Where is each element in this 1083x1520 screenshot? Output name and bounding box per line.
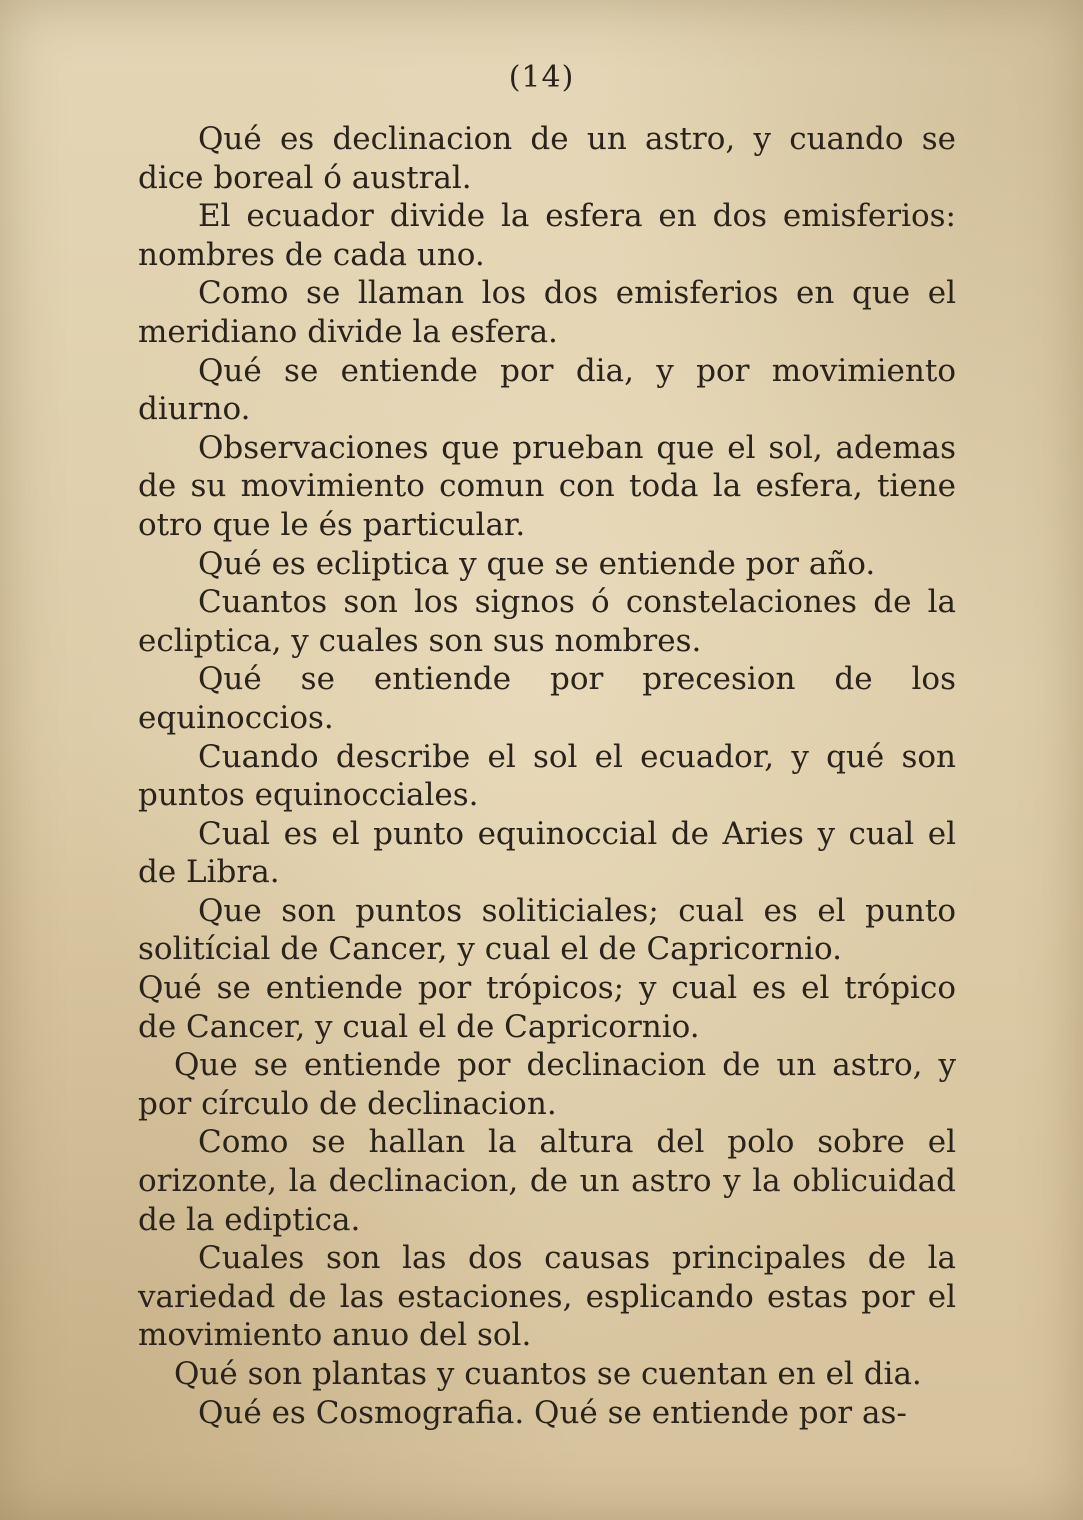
question-entry-14: Como se hallan la altura del polo sobre el orizonte, la declinacion, de un astro y la oblicuidad de la ediptica. xyxy=(138,1124,956,1238)
question-entry-3: Como se llaman los dos emisferios en que el meridiano divide la esfera. xyxy=(138,275,956,350)
question-entry-2: El ecuador divide la esfera en dos emisferios: nombres de cada uno. xyxy=(138,198,956,273)
question-entry-8: Qué se entiende por precesion de los equinoccios. xyxy=(138,661,956,736)
question-entry-16: Qué son plantas y cuantos se cuentan en el dia. xyxy=(174,1356,922,1392)
question-entry-1: Qué es declinacion de un astro, y cuando se dice boreal ó austral. xyxy=(138,121,956,196)
question-entry-11: Que son puntos soliticiales; cual es el punto solitícial de Cancer, y cual el de Capricornio. xyxy=(138,892,956,968)
question-entry-4: Qué se entiende por dia, y por movimiento diurno. xyxy=(138,352,956,428)
question-entry-12: Qué se entiende por trópicos; y cual es el trópico de Cancer, y cual el de Capricornio. xyxy=(138,970,956,1045)
question-entry-6: Qué es ecliptica y que se entiende por año. xyxy=(198,545,876,582)
question-entry-5: Observaciones que prueban que el sol, ademas de su movimiento comun con toda la esfera, tiene otro que le és particular. xyxy=(138,429,956,543)
question-entry-10: Cual es el punto equinoccial de Aries y cual el de Libra. xyxy=(138,815,956,891)
page-number: (14) xyxy=(508,60,575,95)
question-entry-7: Cuantos son los signos ó constelaciones de la ecliptica, y cuales son sus nombres. xyxy=(138,584,956,659)
question-entry-9: Cuando describe el sol el ecuador, y qué son puntos equinocciales. xyxy=(138,738,956,814)
question-entry-13: Que se entiende por declinacion de un astro, y por círculo de declinacion. xyxy=(138,1047,956,1122)
question-entry-17: Qué es Cosmografia. Qué se entiende por as- xyxy=(198,1394,907,1431)
question-list xyxy=(138,120,956,1432)
question-entry-15: Cuales son las dos causas principales de la variedad de las estaciones, esplicando estas por el movimiento anuo del sol. xyxy=(138,1240,956,1354)
